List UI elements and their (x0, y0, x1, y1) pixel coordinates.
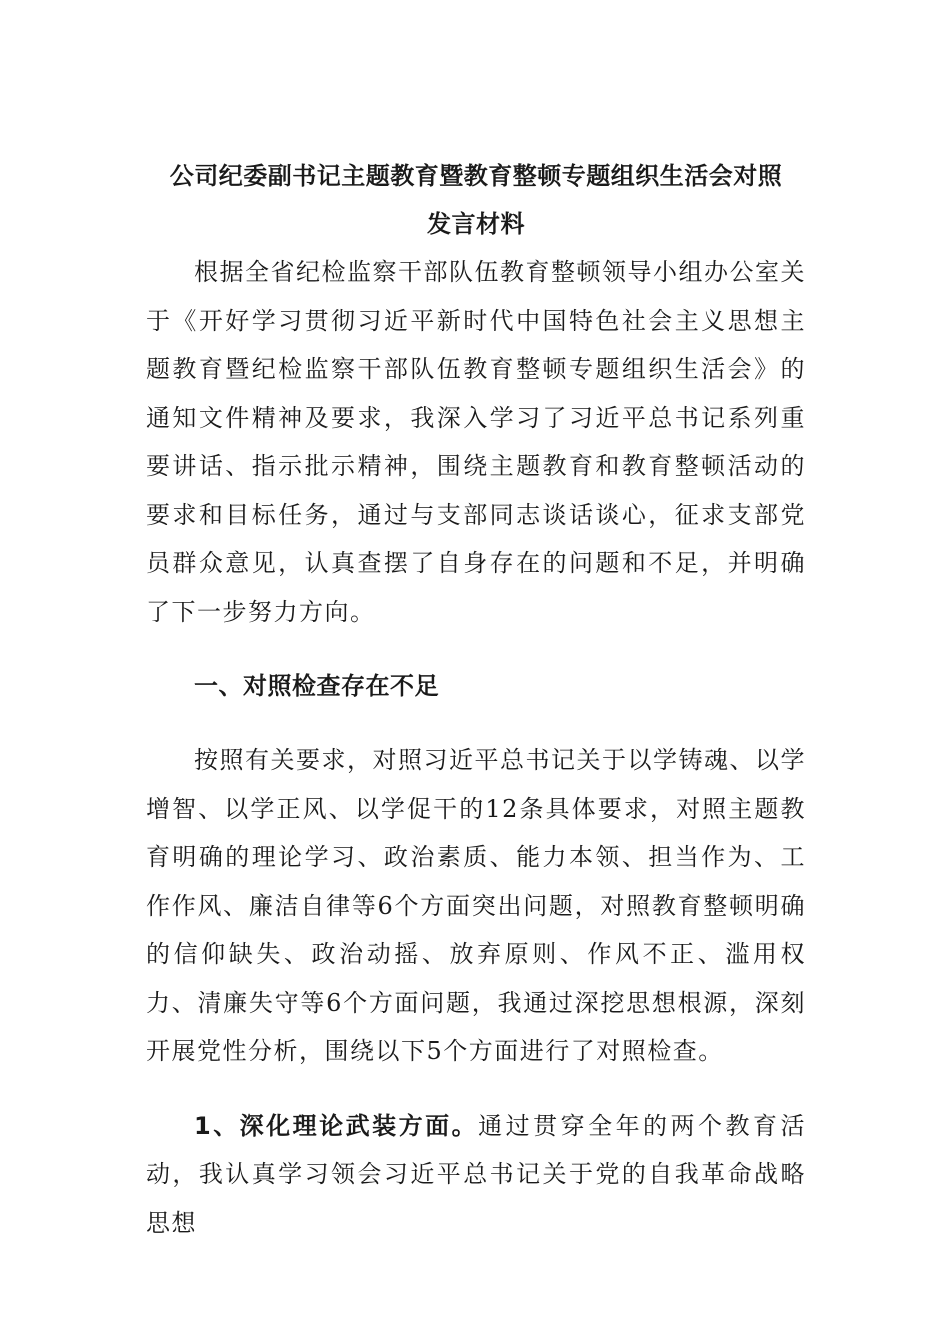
section-1-paragraph: 按照有关要求，对照习近平总书记关于以学铸魂、以学增智、以学正风、以学促干的12条具体要求，对照主题教育明确的理论学习、政治素质、能力本领、担当作为、工作作风、廉洁自律等6个方面突出问题，对照教育整顿明确的信仰缺失、政治动摇、放弃原则、作风不正、滥用权力、清廉失守等6个方面问题，我通过深挖思想根源，深刻开展党性分析，围绕以下5个方面进行了对照检查。 (146, 746, 806, 1065)
document-title-line2: 发言材料 (427, 210, 525, 238)
section-heading-1: 一、对照检查存在不足 (194, 672, 439, 700)
item-1-paragraph (146, 1102, 806, 1248)
item-1-lead: 1、深化理论武装方面。 (194, 1111, 479, 1140)
document-body (146, 152, 806, 1247)
item-1-text: 通过贯穿全年的两个教育活动，我认真学习领会习近平总书记关于党的自我革命战略思想 (146, 1111, 807, 1237)
intro-paragraph: 根据全省纪检监察干部队伍教育整顿领导小组办公室关于《开好学习贯彻习近平新时代中国特色社会主义思想主题教育暨纪检监察干部队伍教育整顿专题组织生活会》的通知文件精神及要求，我深入学习了习近平总书记系列重要讲话、指示批示精神，围绕主题教育和教育整顿活动的要求和目标任务，通过与支部同志谈话谈心，征求支部党员群众意见，认真查摆了自身存在的问题和不足，并明确了下一步努力方向。 (146, 258, 806, 626)
document-title-line1: 公司纪委副书记主题教育暨教育整顿专题组织生活会对照 (169, 162, 783, 190)
document-title (146, 152, 806, 248)
